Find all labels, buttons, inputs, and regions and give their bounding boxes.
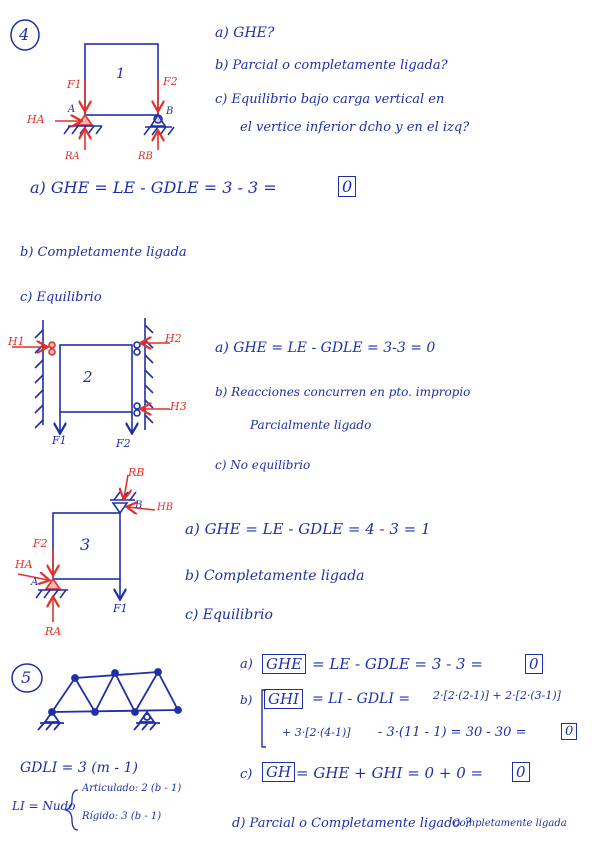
fig1-b: B: [166, 106, 174, 117]
p5-a-rest: = LE - GDLE = 3 - 3 =: [312, 655, 483, 673]
answer-c: c) Equilibrio: [20, 290, 102, 305]
p5-d-question: d) Parcial o Completamente ligado ?: [232, 816, 472, 831]
figure-2: [35, 318, 153, 430]
fig2-answer-a: a) GHE = LE - GDLE = 3-3 = 0: [215, 340, 436, 356]
fig3-answer-c: c) Equilibrio: [185, 607, 273, 623]
fig2-number: 2: [83, 368, 93, 386]
fig1-f1: F1: [67, 78, 82, 91]
answer-b: b) Completamente ligada: [20, 245, 187, 260]
fig3-rb: RB: [128, 466, 145, 479]
p5-b-line2b: - 3·(11 - 1) = 30 - 30 =: [378, 725, 527, 740]
fig2-answer-b2: Parcialmente ligado: [250, 418, 372, 432]
p5-b-line2a: + 3·[2·(4-1)]: [282, 726, 351, 739]
fig1-a: A: [68, 104, 76, 115]
p5-d-answer: Completamente ligada: [452, 818, 567, 829]
p5-c-box-result: 0: [512, 762, 530, 782]
fig2-f2: F2: [116, 437, 131, 450]
fig3-number: 3: [80, 535, 91, 554]
fig3-f2: F2: [33, 537, 48, 550]
fig1-f2: F2: [163, 75, 178, 88]
gdli-formula: GDLI = 3 (m - 1): [20, 760, 138, 776]
problem-4-number: 4: [19, 25, 30, 44]
fig3-hb: HB: [157, 502, 174, 513]
li-rigido: Rígido: 3 (b - 1): [82, 811, 162, 822]
p5-b-label: b): [240, 693, 253, 707]
fig3-answer-a: a) GHE = LE - GDLE = 4 - 3 = 1: [185, 520, 431, 538]
fig3-a: A: [31, 577, 39, 588]
fig1-rb: RB: [138, 151, 153, 162]
p5-a-label: a): [240, 657, 253, 672]
fig1-ha: HA: [27, 113, 45, 126]
p5-c-rest: = GHE + GHI = 0 + 0 =: [296, 764, 484, 782]
p5-a-box-result: 0: [525, 654, 543, 674]
question-b: b) Parcial o completamente ligada?: [215, 58, 448, 73]
fig2-h2: H2: [165, 332, 182, 345]
question-a: a) GHE?: [215, 25, 275, 41]
fig2-h1: H1: [8, 335, 25, 348]
p5-c-label: c): [240, 767, 253, 782]
p5-b-box: GHI: [264, 689, 303, 709]
fig2-answer-c: c) No equilibrio: [215, 458, 311, 472]
fig3-ha: HA: [15, 558, 33, 571]
fig2-f1: F1: [52, 434, 67, 447]
question-c-line1: c) Equilibrio bajo carga vertical en: [215, 92, 445, 107]
p5-a-box: GHE: [262, 654, 306, 674]
li-formula: LI = Nudo: [12, 799, 76, 813]
p5-b-rest: = LI - GDLI =: [312, 691, 411, 707]
fig3-answer-b: b) Completamente ligada: [185, 568, 365, 584]
answer-a-box: 0: [338, 176, 356, 197]
fig2-answer-b1: b) Reacciones concurren en pto. impropio: [215, 385, 471, 399]
truss: [38, 669, 181, 730]
fig1-ra: RA: [65, 151, 80, 162]
fig3-f1: F1: [113, 602, 128, 615]
fig1-number: 1: [116, 66, 125, 82]
p5-b-box-result: 0: [561, 723, 577, 740]
fig3-ra: RA: [45, 625, 62, 638]
li-articulado: Articulado: 2 (b - 1): [82, 783, 182, 794]
p5-b-bracket-terms: 2·[2·(2-1)] + 2·[2·(3-1)]: [433, 689, 561, 702]
fig2-h3: H3: [170, 400, 187, 413]
fig3-b: B: [135, 500, 143, 511]
answer-a-text: a) GHE = LE - GDLE = 3 - 3 =: [30, 178, 277, 197]
problem-5-number: 5: [21, 668, 32, 687]
p5-c-box: GH: [262, 762, 295, 782]
question-c-line2: el vertice inferior dcho y en el izq?: [240, 120, 470, 135]
